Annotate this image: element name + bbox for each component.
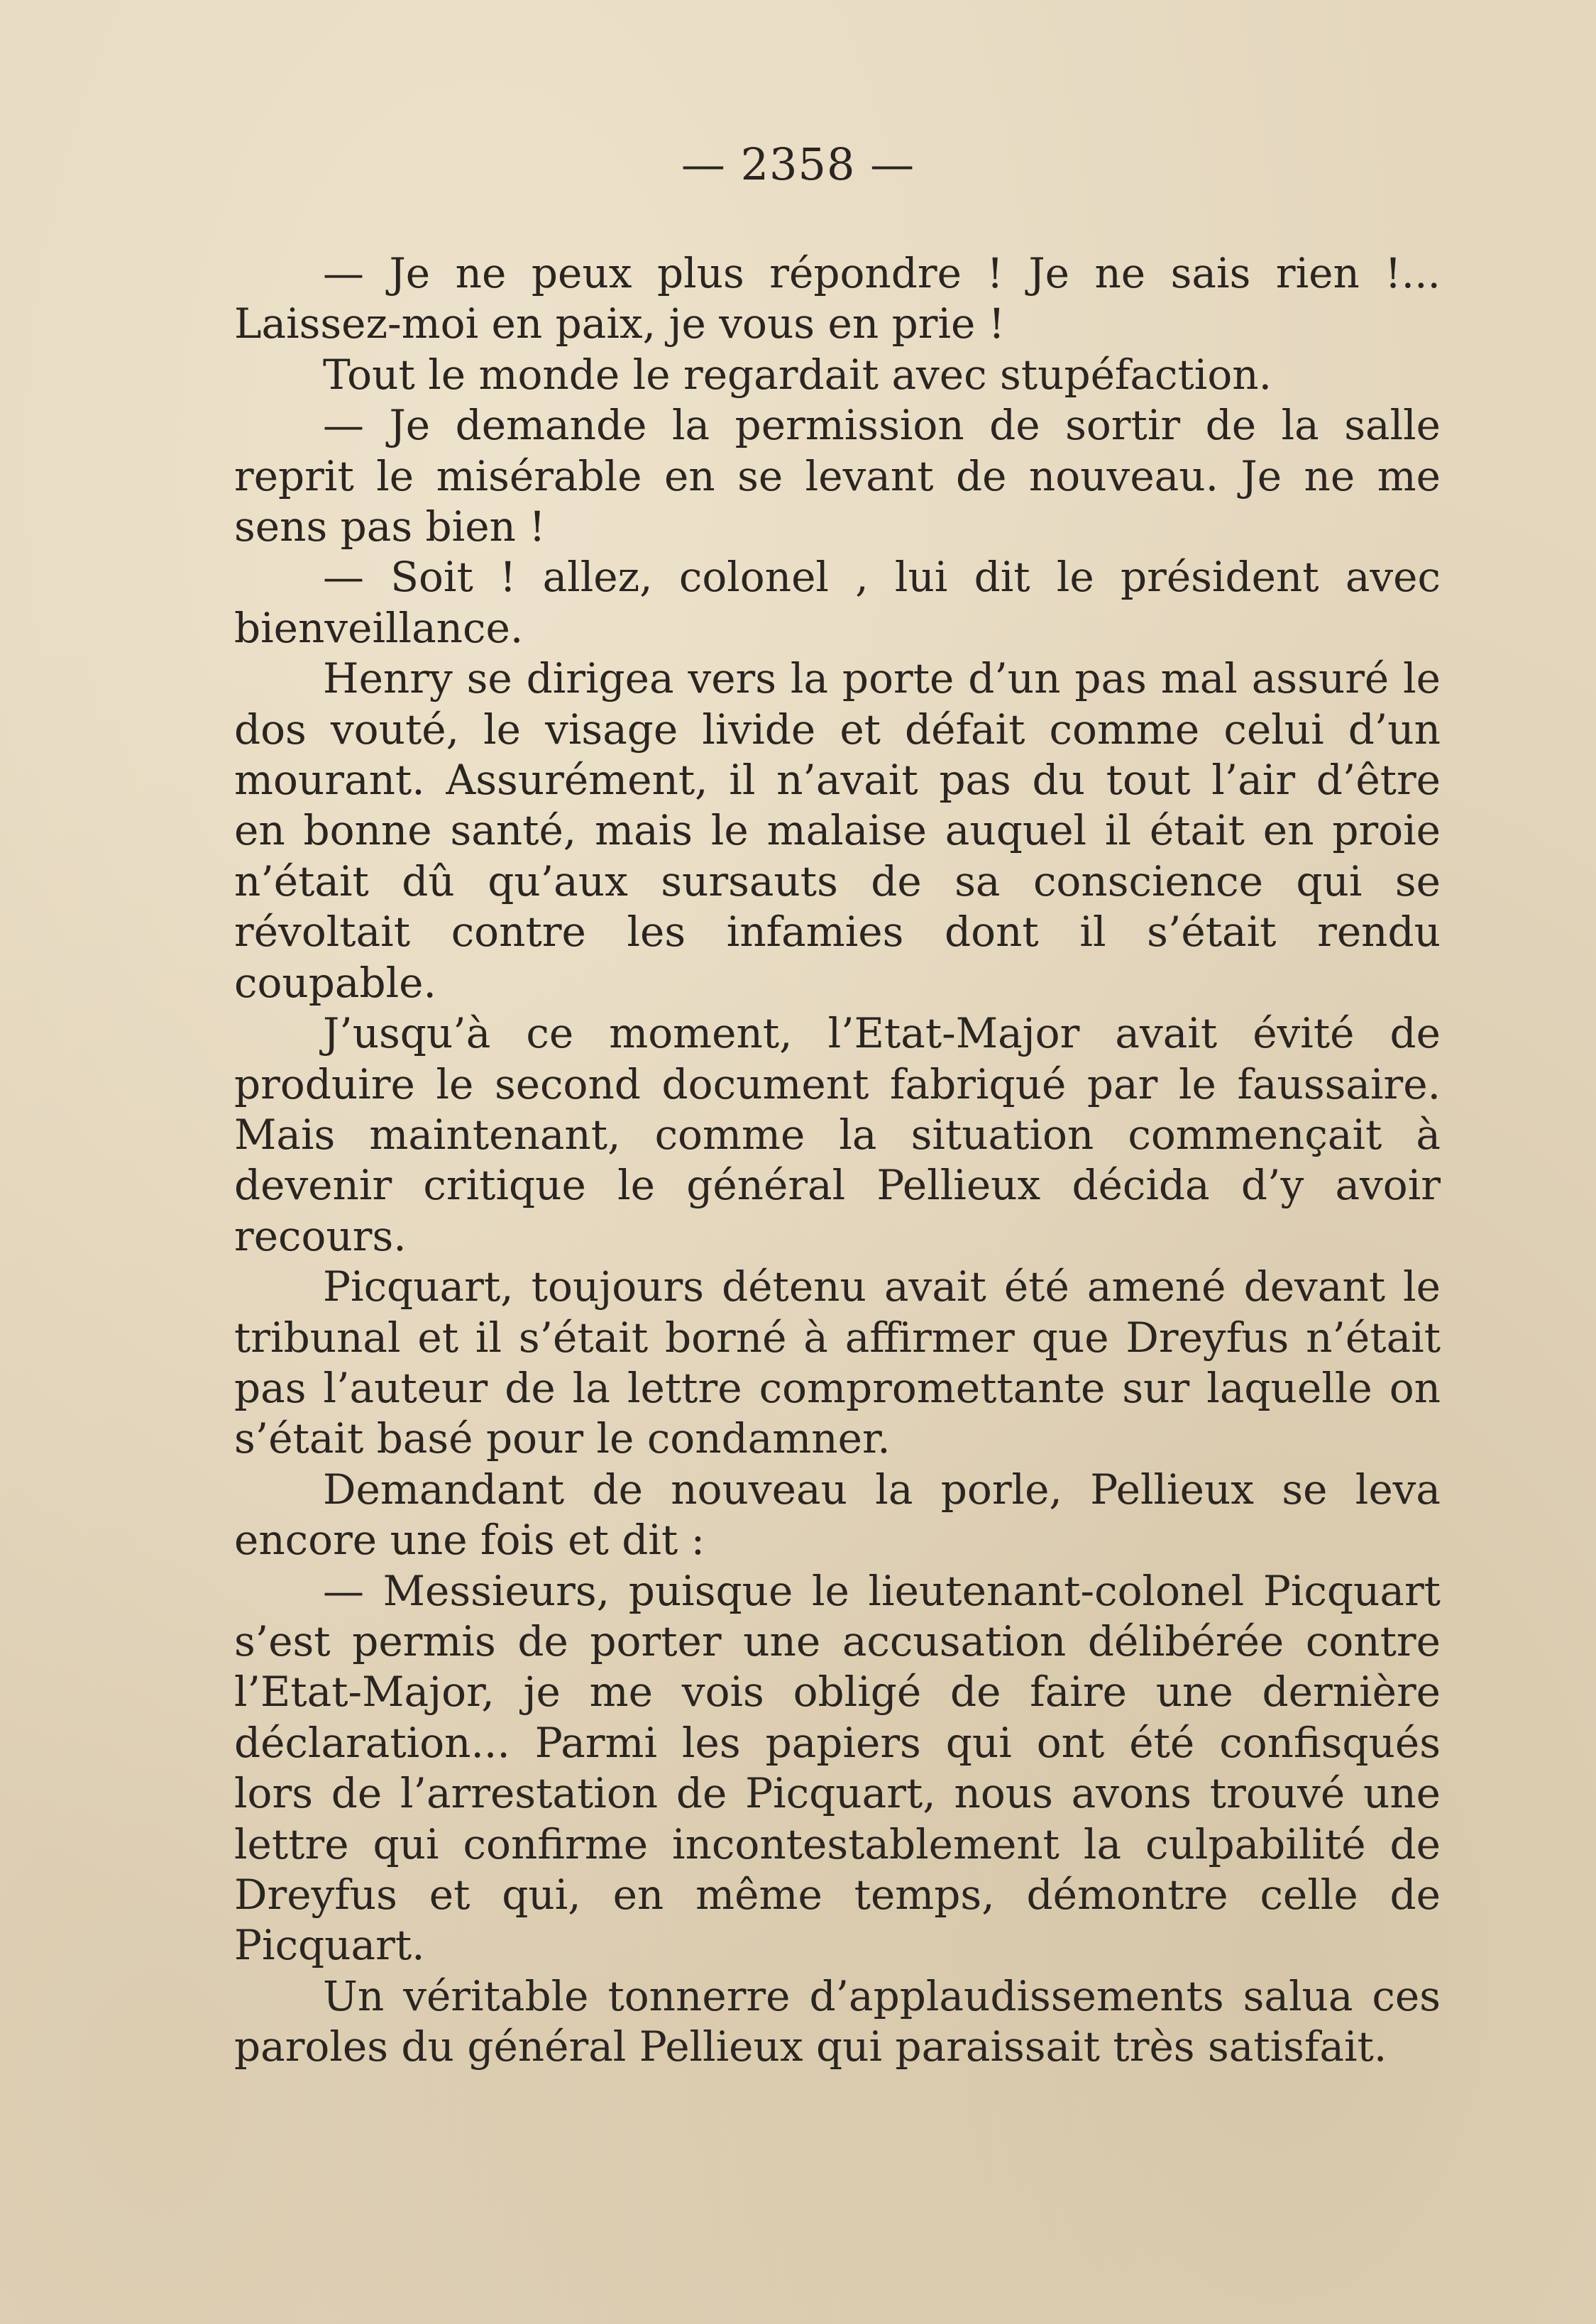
- page-number: — 2358 —: [681, 138, 915, 190]
- paragraph: Henry se dirigea vers la porte d’un pas mal assuré le dos vouté, le visage livide et défait comme celui d’un mourant. Assurément, il n’avait pas du tout l’air d’être en bonne santé, mais le malaise auquel il était en proie n’était dû qu’aux sursauts de sa conscience qui se révoltait contre les infamies dont il s’était rendu coupable.: [234, 654, 1441, 1007]
- paragraph: — Je ne peux plus répondre ! Je ne sais rien !... Laissez-moi en paix, je vous en prie !: [234, 249, 1441, 348]
- paragraph: Demandant de nouveau la porle, Pellieux se leva encore une fois et dit :: [234, 1465, 1441, 1565]
- paragraph: Tout le monde le regardait avec stupéfaction.: [323, 350, 1272, 399]
- body-text: [234, 248, 1441, 2073]
- paragraph: Un véritable tonnerre d’applaudissements salua ces paroles du général Pellieux qui paraissait très satisfait.: [234, 1971, 1441, 2071]
- paragraph: — Soit ! allez, colonel , lui dit le président avec bienveillance.: [234, 553, 1441, 652]
- paragraph: — Je demande la permission de sortir de la salle reprit le misérable en se levant de nouveau. Je ne me sens pas bien !: [234, 401, 1441, 551]
- paragraph: J’usqu’à ce moment, l’Etat-Major avait évité de produire le second document fabriqué par le faussaire. Mais maintenant, comme la situation commençait à devenir critique le général Pellieux décida d’y avoir recours.: [234, 1009, 1441, 1260]
- paragraph: Picquart, toujours détenu avait été amené devant le tribunal et il s’était borné à affirmer que Dreyfus n’était pas l’auteur de la lettre compromettante sur laquelle on s’était basé pour le condamner.: [234, 1262, 1441, 1463]
- paragraph: — Messieurs, puisque le lieutenant-colonel Picquart s’est permis de porter une accusation délibérée contre l’Etat-Major, je me vois obligé de faire une dernière déclaration... Parmi les papiers qui ont été confisqués lors de l’arrestation de Picquart, nous avons trouvé une lettre qui confirme incontestablement la culpabilité de Dreyfus et qui, en même temps, démontre celle de Picquart.: [234, 1566, 1441, 1970]
